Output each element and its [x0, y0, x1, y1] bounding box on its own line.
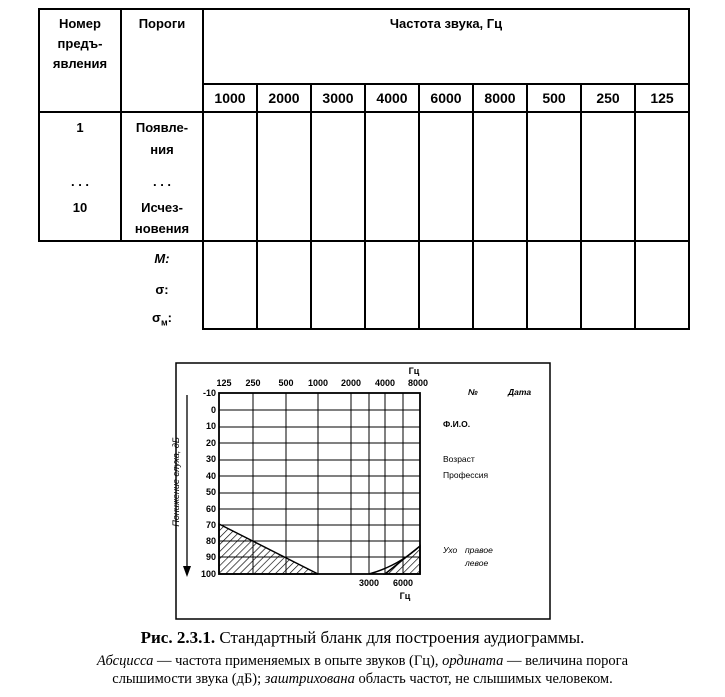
form-number-label: №: [468, 387, 478, 397]
top-freq-label: 4000: [374, 378, 396, 388]
form-age-label: Возраст: [443, 454, 475, 464]
stat-sigma-m-sub: м: [160, 317, 168, 328]
top-freq-label: 125: [216, 378, 232, 388]
freq-header-cell: 1000: [214, 90, 246, 106]
threshold-disappear-line1: Исчез-: [141, 200, 183, 215]
figure-caption-line2: [0, 671, 725, 688]
y-axis-arrowhead-icon: [183, 566, 191, 577]
header-thresholds: Пороги: [138, 16, 186, 31]
form-ear-label: Ухо: [443, 545, 458, 555]
top-freq-label: 8000: [407, 378, 429, 388]
y-tick-label: 10: [205, 421, 216, 431]
freq-header-cell: 250: [596, 90, 620, 106]
top-freq-label: 500: [278, 378, 294, 388]
figure-caption-line1: [0, 653, 725, 670]
figure-number: Рис. 2.3.1.: [140, 628, 216, 647]
y-tick-label: 90: [205, 552, 216, 562]
freq-header-cell: 125: [650, 90, 674, 106]
y-tick-label: 100: [200, 569, 216, 579]
threshold-dots: . . .: [152, 174, 172, 189]
freq-header-cell: 6000: [430, 90, 462, 106]
caption-ordinate-text: — величина порога: [506, 653, 629, 669]
stat-sigma-label: σ:: [155, 282, 169, 297]
caption-line2-text2: область частот, не слышимых человеком.: [358, 671, 613, 687]
figure-caption-title: [0, 628, 725, 648]
y-tick-label: 50: [205, 487, 216, 497]
y-tick-label: 70: [205, 520, 216, 530]
row-number: . . .: [70, 174, 90, 189]
form-name-label: Ф.И.О.: [443, 419, 471, 429]
form-right-ear-label: правое: [465, 545, 493, 555]
figure-title: Стандартный бланк для построения аудиограммы.: [219, 628, 585, 647]
bottom-unit-label: Гц: [399, 591, 411, 601]
stat-sigma-m-base: σ: [152, 310, 161, 325]
freq-header-cell: 2000: [268, 90, 300, 106]
freq-header-cell: 8000: [484, 90, 516, 106]
bottom-freq-label: 3000: [358, 578, 380, 588]
caption-hatched-term: заштрихована: [264, 671, 355, 687]
freq-header-cell: 4000: [376, 90, 408, 106]
stat-sigma-m-colon: :: [167, 310, 172, 325]
form-profession-label: Профессия: [443, 470, 489, 480]
y-tick-label: 0: [210, 405, 216, 415]
caption-ordinate-term: ордината: [442, 653, 504, 669]
form-date-label: Дата: [508, 387, 532, 397]
y-tick-label: 30: [205, 454, 216, 464]
y-tick-label: 20: [205, 438, 216, 448]
top-unit-label: Гц: [408, 366, 420, 376]
threshold-disappear-line2: новения: [134, 221, 190, 236]
stat-mean-label: M:: [154, 251, 170, 266]
header-frequency: Частота звука, Гц: [389, 16, 503, 31]
y-tick-label: 60: [205, 504, 216, 514]
y-tick-label: 40: [205, 471, 216, 481]
top-freq-label: 250: [245, 378, 261, 388]
threshold-appear-line1: Появле-: [135, 120, 189, 135]
row-number: 1: [76, 120, 84, 135]
bottom-freq-label: 6000: [392, 578, 414, 588]
inaudible-region-left: [219, 524, 318, 574]
threshold-appear-line2: ния: [150, 142, 174, 157]
top-freq-label: 2000: [340, 378, 362, 388]
y-tick-label: -10: [202, 388, 216, 398]
row-number: 10: [72, 200, 88, 215]
caption-abscissa-term: Абсцисса: [96, 653, 154, 669]
y-tick-label: 80: [205, 536, 216, 546]
freq-header-cell: 3000: [322, 90, 354, 106]
caption-line2-text1: слышимости звука (дБ);: [112, 671, 262, 687]
caption-abscissa-text: — частота применяемых в опыте звуков (Гц),: [156, 653, 439, 669]
freq-header-cell: 500: [542, 90, 566, 106]
top-freq-label: 1000: [307, 378, 329, 388]
form-left-ear-label: левое: [465, 558, 489, 568]
y-axis-label: Понижение слуха, дБ: [171, 437, 181, 527]
header-number-line2: предъ-: [57, 36, 103, 51]
header-number-line3: явления: [52, 56, 108, 71]
header-number-line1: Номер: [59, 16, 101, 31]
